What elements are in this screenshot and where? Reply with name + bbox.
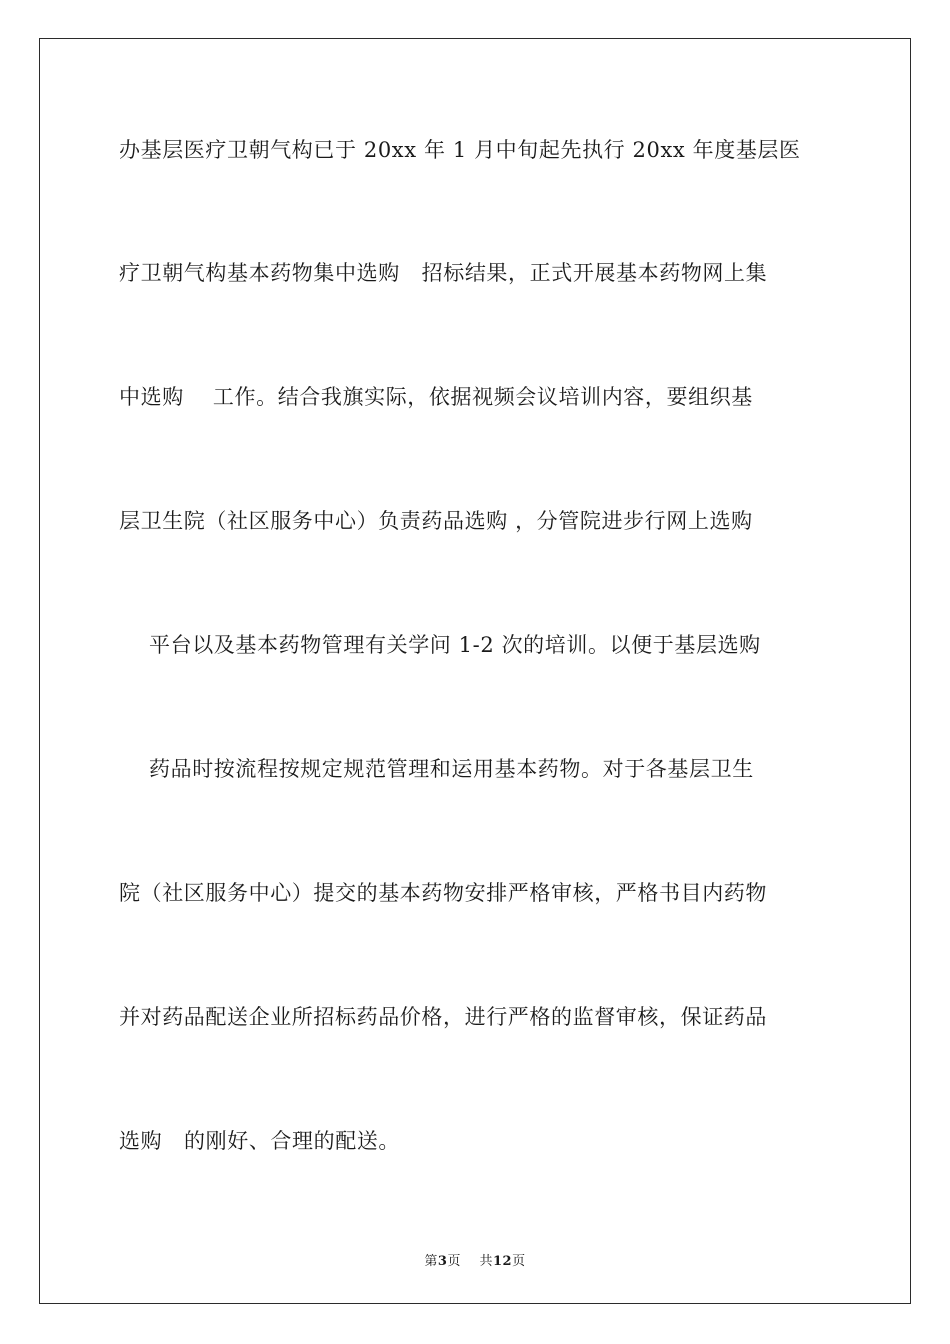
total-prefix: 共 — [479, 1254, 493, 1269]
page-suffix: 页 — [447, 1254, 461, 1269]
body-text-line: 并对药品配送企业所招标药品价格，进行严格的监督审核，保证药品 — [119, 1005, 767, 1029]
current-page-number: 3 — [437, 1254, 448, 1269]
body-text-line: 中选购 工作。结合我旗实际，依据视频会议培训内容，要组织基 — [119, 385, 753, 409]
body-text-line: 疗卫朝气构基本药物集中选购 招标结果，正式开展基本药物网上集 — [119, 261, 768, 285]
body-text-line: 药品时按流程按规定规范管理和运用基本药物。对于各基层卫生 — [149, 757, 754, 781]
body-text-line: 选购 的刚好、合理的配送。 — [119, 1129, 401, 1153]
total-suffix: 页 — [512, 1254, 526, 1269]
page-border — [39, 38, 911, 1304]
total-pages-number: 12 — [493, 1254, 513, 1269]
body-text-line: 办基层医疗卫朝气构已于 20xx 年 1 月中旬起先执行 20xx 年度基层医 — [119, 138, 801, 162]
body-text-line: 层卫生院（社区服务中心）负责药品选购 ，分管院进步行网上选购 — [119, 509, 753, 533]
page-prefix: 第 — [424, 1254, 438, 1269]
body-text-line: 院（社区服务中心）提交的基本药物安排严格审核，严格书目内药物 — [119, 881, 767, 905]
body-text-line: 平台以及基本药物管理有关学问 1-2 次的培训。以便于基层选购 — [149, 633, 761, 657]
page-footer — [0, 1250, 950, 1269]
